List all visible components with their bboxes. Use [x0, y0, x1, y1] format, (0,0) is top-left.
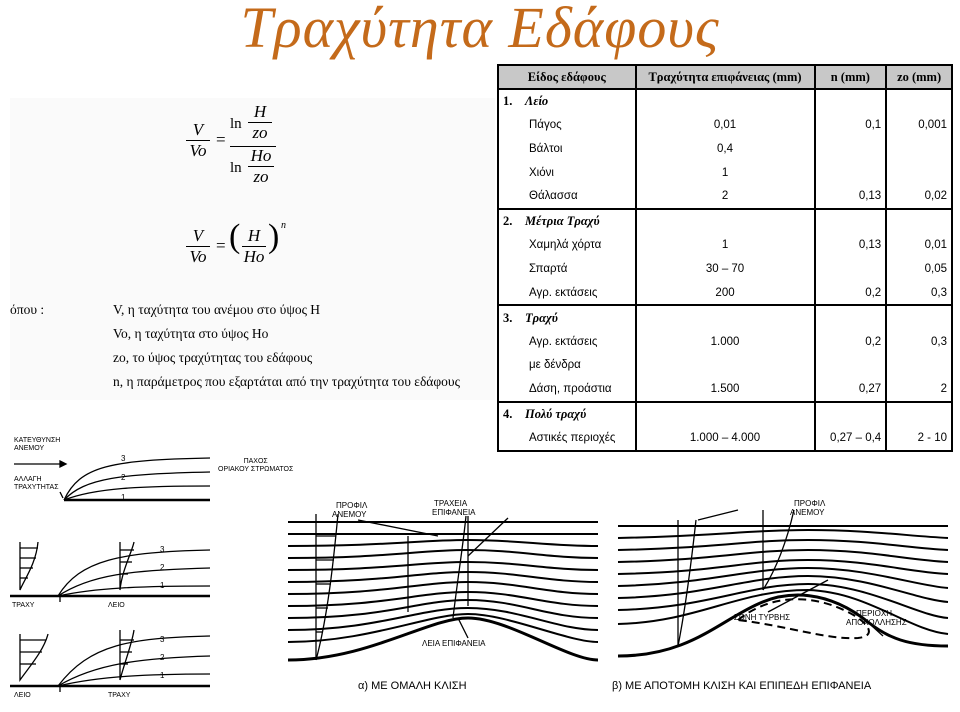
cell-terrain: Θάλασσα	[498, 184, 636, 209]
cell-zo: 2 - 10	[886, 426, 952, 451]
label-wind-direction: ΚΑΤΕΥΘΥΝΣΗ ΑΝΕΜΟΥ	[14, 437, 61, 452]
group-number: 2.	[503, 214, 513, 229]
bl3-curve-1: 1	[160, 671, 165, 680]
table-row	[498, 257, 952, 281]
label-rough-1: ΤΡΑΧΥ	[12, 602, 35, 609]
flow-a-profile-2: ΑΝΕΜΟΥ	[332, 510, 367, 519]
cell-zo	[886, 354, 952, 378]
cell-roughness	[636, 354, 815, 378]
formula1-rhs	[230, 102, 280, 188]
cell-n	[815, 354, 887, 378]
table-group-row	[498, 402, 952, 427]
f1-d-num: Ho	[250, 146, 272, 165]
cell-roughness: 1	[636, 234, 815, 258]
header-terrain: Είδος εδάφους	[498, 65, 636, 89]
table-row	[498, 354, 952, 378]
definition-v: V, η ταχύτητα του ανέμου στο ύψος H	[113, 302, 321, 317]
bl3-curve-2: 2	[160, 653, 165, 662]
roughness-table	[497, 64, 953, 452]
cell-terrain: Αγρ. εκτάσεις	[498, 281, 636, 306]
cell-zo	[886, 137, 952, 161]
cell-terrain: Αγρ. εκτάσεις	[498, 330, 636, 354]
f1-n-den: zo	[252, 123, 268, 142]
cell-roughness: 1.500	[636, 377, 815, 402]
cell-zo: 0,05	[886, 257, 952, 281]
cell-n: 0,1	[815, 114, 887, 138]
cell-terrain: Σπαρτά	[498, 257, 636, 281]
cell-zo: 2	[886, 377, 952, 402]
table-header-row	[498, 65, 952, 89]
label-rough-2: ΤΡΑΧΥ	[108, 692, 131, 699]
cell-zo: 0,01	[886, 234, 952, 258]
cell-roughness: 1	[636, 161, 815, 185]
bl1-curve-1: 1	[121, 493, 126, 502]
flow-b-turbulence: ΖΩΝΗ ΤΥΡΒΗΣ	[734, 613, 791, 622]
bl2-curve-2: 2	[160, 563, 165, 572]
group-name: Τραχύ	[525, 310, 558, 325]
cell-zo: 0,02	[886, 184, 952, 209]
table-row	[498, 234, 952, 258]
f2-lhs-den: Vo	[189, 247, 207, 266]
cell-n	[815, 257, 887, 281]
table-row	[498, 426, 952, 451]
cell-roughness: 1.000	[636, 330, 815, 354]
label-bl-thickness: ΠΑΧΟΣ ΟΡΙΑΚΟΥ ΣΤΡΩΜΑΤΟΣ	[218, 458, 294, 473]
cell-terrain: με δένδρα	[498, 354, 636, 378]
cell-n	[815, 161, 887, 185]
group-number: 3.	[503, 310, 513, 325]
cell-terrain: Βάλτοι	[498, 137, 636, 161]
cell-zo: 0,3	[886, 281, 952, 306]
bl2-curve-3: 3	[160, 545, 165, 554]
cell-zo: 0,001	[886, 114, 952, 138]
caption-smooth-slope: α) ΜΕ ΟΜΑΛΗ ΚΛΙΣΗ	[358, 680, 467, 692]
cell-n: 0,2	[815, 281, 887, 306]
flow-a-rough: ΤΡΑΧΕΙΑ	[434, 499, 468, 508]
slide-title: Τραχύτητα Εδάφους	[240, 0, 720, 60]
cell-roughness: 2	[636, 184, 815, 209]
cell-terrain: Χαμηλά χόρτα	[498, 234, 636, 258]
flow-b-separation: ΠΕΡΙΟΧΗ	[856, 609, 893, 618]
caption-steep-slope: β) ΜΕ ΑΠΟΤΟΜΗ ΚΛΙΣΗ ΚΑΙ ΕΠΙΠΕΔΗ ΕΠΙΦΑΝΕΙΑ	[612, 680, 872, 692]
formula1-lhs	[186, 120, 210, 161]
definitions-label: όπου :	[10, 302, 45, 317]
cell-roughness: 1.000 – 4.000	[636, 426, 815, 451]
header-n: n (mm)	[815, 65, 887, 89]
bl1-curve-2: 2	[121, 473, 126, 482]
group-name: Πολύ τραχύ	[525, 407, 587, 422]
bl3-curve-3: 3	[160, 635, 165, 644]
f2-lhs-num: V	[192, 226, 204, 245]
formula2-inner	[242, 226, 266, 267]
formula2-lhs	[186, 226, 210, 267]
f2-lparen: (	[229, 218, 241, 255]
cell-terrain: Αστικές περιοχές	[498, 426, 636, 451]
table-row	[498, 184, 952, 209]
cell-roughness: 0,4	[636, 137, 815, 161]
group-name: Μέτρια Τραχύ	[525, 214, 600, 229]
cell-zo	[886, 161, 952, 185]
flow-b-separation-2: ΑΠΟΚΟΛΛΗΣΗΣ	[846, 618, 907, 627]
flow-b-profile-2: ΑΝΕΜΟΥ	[790, 508, 825, 517]
cell-n: 0,2	[815, 330, 887, 354]
table-row	[498, 137, 952, 161]
definition-vo: Vo, η ταχύτητα στο ύψος Ho	[113, 326, 269, 341]
table-row	[498, 114, 952, 138]
cell-roughness: 200	[636, 281, 815, 306]
cell-n: 0,27	[815, 377, 887, 402]
cell-n: 0,13	[815, 234, 887, 258]
header-zo: zo (mm)	[886, 65, 952, 89]
label-smooth-1: ΛΕΙΟ	[108, 602, 125, 609]
cell-n	[815, 137, 887, 161]
cell-roughness: 0,01	[636, 114, 815, 138]
cell-terrain: Πάγος	[498, 114, 636, 138]
flow-b-profile: ΠΡΟΦΙΛ	[794, 499, 826, 508]
group-number: 4.	[503, 407, 513, 422]
f2-in-den: Ho	[243, 247, 265, 266]
f1-equals: =	[216, 130, 226, 149]
f2-equals: =	[216, 236, 226, 255]
flow-a-smooth: ΛΕΙΑ ΕΠΙΦΑΝΕΙΑ	[422, 639, 486, 648]
table-row	[498, 330, 952, 354]
f1-num-frac	[248, 102, 272, 143]
flow-a-rough-2: ΕΠΙΦΑΝΕΙΑ	[432, 508, 476, 517]
f1-lhs-den: Vo	[189, 141, 207, 160]
cell-terrain: Χιόνι	[498, 161, 636, 185]
bl2-curve-1: 1	[160, 581, 165, 590]
label-roughness-change: ΑΛΛΑΓΗ ΤΡΑΧΥΤΗΤΑΣ	[14, 476, 59, 491]
f1-ln-bottom: ln	[230, 160, 242, 176]
table-row	[498, 161, 952, 185]
f2-exponent: n	[281, 220, 286, 231]
formula-panel	[10, 98, 495, 400]
f1-lhs-num: V	[192, 120, 204, 139]
table-group-row	[498, 305, 952, 330]
bl1-curve-3: 3	[121, 454, 126, 463]
definitions	[10, 298, 495, 398]
label-smooth-2: ΛΕΙΟ	[14, 692, 31, 699]
table-row	[498, 377, 952, 402]
definition-zo: zo, το ύψος τραχύτητας του εδάφους	[113, 350, 313, 365]
cell-roughness: 30 – 70	[636, 257, 815, 281]
group-name: Λείο	[525, 94, 549, 109]
f1-ln-top: ln	[230, 116, 242, 132]
cell-terrain: Δάση, προάστια	[498, 377, 636, 402]
f1-d-den: zo	[253, 167, 269, 186]
definition-n: n, η παράμετρος που εξαρτάται από την τραχύτητα του εδάφους	[113, 374, 460, 389]
group-number: 1.	[503, 94, 513, 109]
cell-zo: 0,3	[886, 330, 952, 354]
f2-rparen: )	[268, 218, 280, 255]
f1-n-num: H	[253, 102, 267, 121]
cell-n: 0,13	[815, 184, 887, 209]
flow-a-profile: ΠΡΟΦΙΛ	[336, 501, 368, 510]
table-row	[498, 281, 952, 306]
f1-den-frac	[248, 146, 274, 187]
table-group-row	[498, 209, 952, 234]
cell-n: 0,27 – 0,4	[815, 426, 887, 451]
f2-in-num: H	[247, 226, 261, 245]
header-roughness: Τραχύτητα επιφάνειας (mm)	[636, 65, 815, 89]
table-group-row	[498, 89, 952, 114]
